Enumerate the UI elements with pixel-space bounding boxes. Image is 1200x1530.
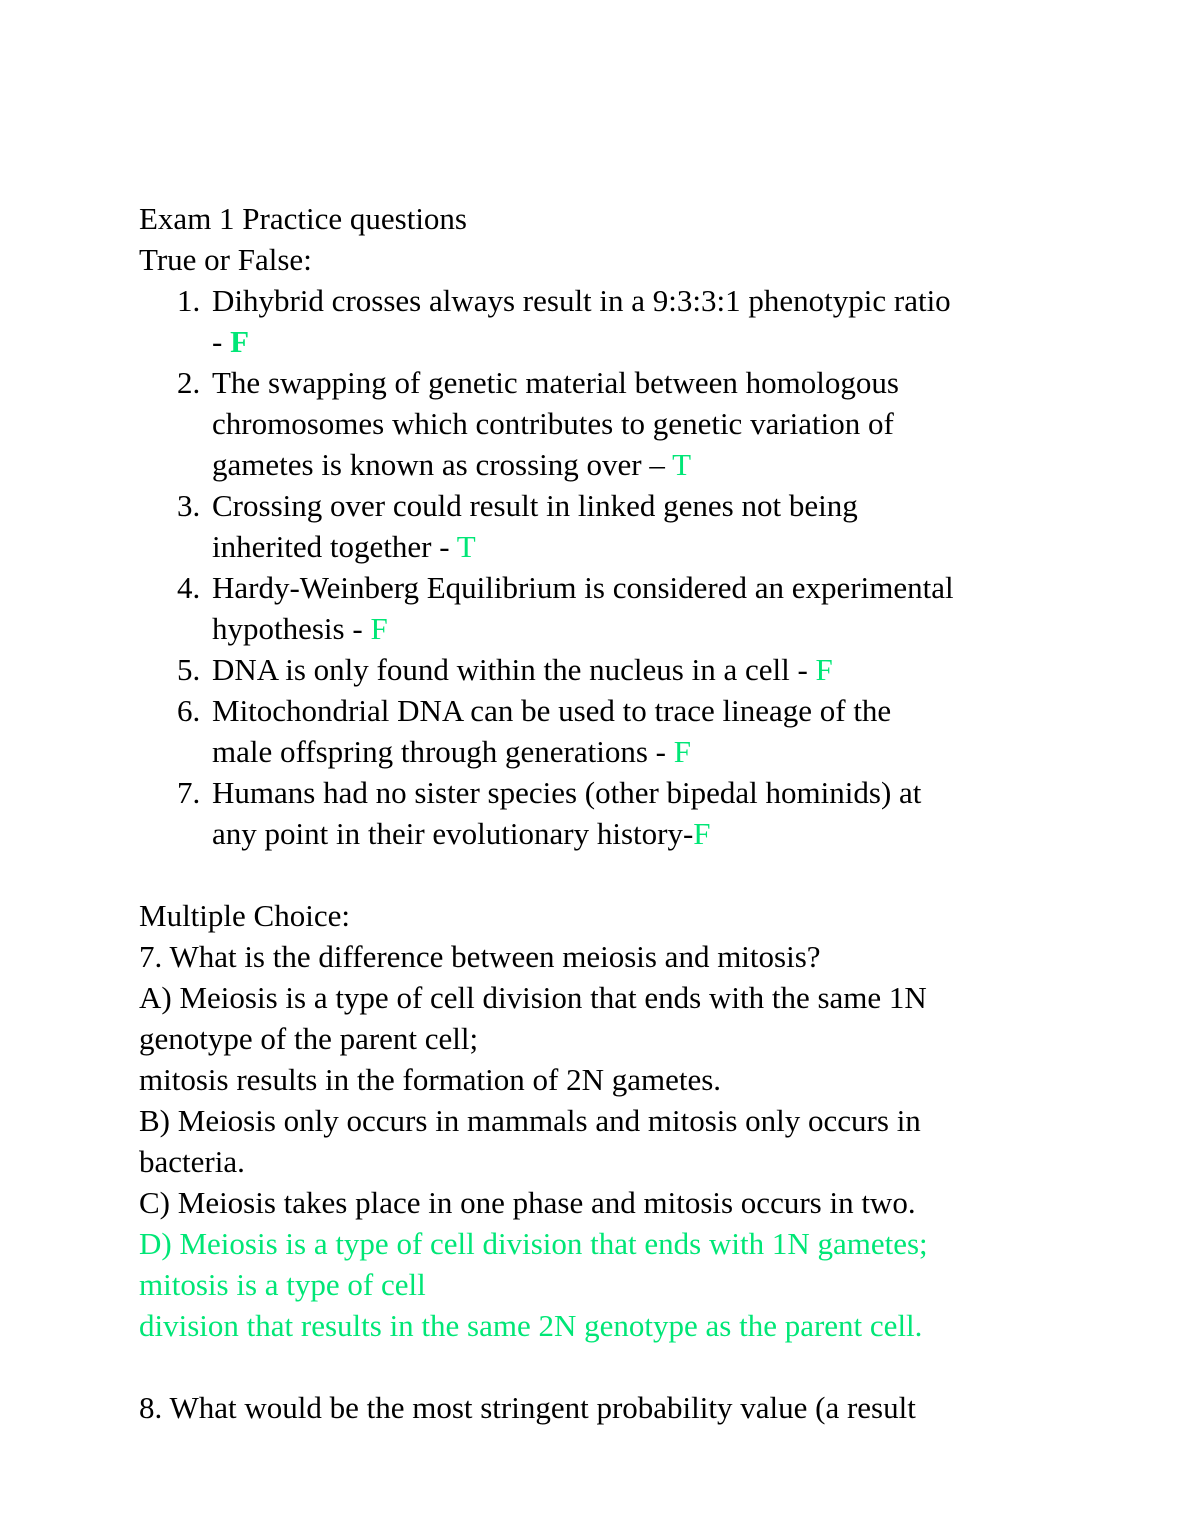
tf-item-number: 3. — [177, 488, 201, 523]
tf-answer: F — [693, 816, 711, 851]
option-text: C) Meiosis takes place in one phase and mitosis occurs in two. — [139, 1185, 916, 1220]
tf-answer: T — [672, 447, 691, 482]
spacer — [139, 1346, 1099, 1387]
spacer — [139, 854, 1099, 895]
tf-answer: F — [370, 611, 388, 646]
tf-item-text: gametes is known as crossing over – — [212, 447, 673, 482]
tf-item-number: 5. — [177, 652, 201, 687]
tf-item-text: DNA is only found within the nucleus in a cell - — [212, 652, 816, 687]
q7-question: 7. What is the difference between meiosis and mitosis? — [139, 939, 821, 974]
tf-item-text: chromosomes which contributes to genetic variation of — [212, 406, 894, 441]
option-text: mitosis is a type of cell — [139, 1267, 426, 1302]
q7-option-d-correct — [139, 1223, 1099, 1346]
tf-answer: T — [456, 529, 476, 564]
option-text: A) Meiosis is a type of cell division that ends with the same 1N — [139, 980, 927, 1015]
tf-answer: F — [673, 734, 691, 769]
tf-answer: F — [230, 324, 250, 359]
tf-item-5 — [139, 649, 1099, 690]
option-text: mitosis results in the formation of 2N gametes. — [139, 1062, 722, 1097]
tf-list — [139, 280, 1099, 854]
option-text: division that results in the same 2N genotype as the parent cell. — [139, 1308, 923, 1343]
tf-item-text: - — [212, 324, 231, 359]
tf-answer: F — [815, 652, 833, 687]
tf-item-text: Hardy-Weinberg Equilibrium is considered an experimental — [212, 570, 954, 605]
q7-option-c — [139, 1182, 1099, 1223]
document-title: Exam 1 Practice questions — [139, 201, 467, 236]
tf-item-6 — [139, 690, 1099, 772]
tf-item-text: The swapping of genetic material between homologous — [212, 365, 899, 400]
option-text: B) Meiosis only occurs in mammals and mitosis only occurs in — [139, 1103, 921, 1138]
q7-option-a — [139, 977, 1099, 1100]
tf-item-4 — [139, 567, 1099, 649]
tf-item-text: any point in their evolutionary history- — [212, 816, 694, 851]
tf-item-text: Dihybrid crosses always result in a 9:3:3:1 phenotypic ratio — [212, 283, 951, 318]
tf-heading: True or False: — [139, 242, 312, 277]
mc-heading: Multiple Choice: — [139, 898, 350, 933]
option-text: D) Meiosis is a type of cell division that ends with 1N gametes; — [139, 1226, 928, 1261]
tf-item-number: 1. — [177, 283, 201, 318]
tf-item-number: 2. — [177, 365, 201, 400]
tf-item-3 — [139, 485, 1099, 567]
tf-item-number: 7. — [177, 775, 201, 810]
tf-item-text: hypothesis - — [212, 611, 371, 646]
tf-item-text: Mitochondrial DNA can be used to trace lineage of the — [212, 693, 892, 728]
tf-item-text: inherited together - — [212, 529, 457, 564]
tf-item-7 — [139, 772, 1099, 854]
q8-question: 8. What would be the most stringent probability value (a result — [139, 1390, 916, 1425]
tf-item-text: Humans had no sister species (other bipedal hominids) at — [212, 775, 922, 810]
tf-item-1 — [139, 280, 1099, 362]
tf-item-number: 6. — [177, 693, 201, 728]
tf-item-text: Crossing over could result in linked genes not being — [212, 488, 858, 523]
option-text: bacteria. — [139, 1144, 245, 1179]
option-text: genotype of the parent cell; — [139, 1021, 479, 1056]
q7-option-b — [139, 1100, 1099, 1182]
tf-item-text: male offspring through generations - — [212, 734, 674, 769]
tf-item-2 — [139, 362, 1099, 485]
tf-item-number: 4. — [177, 570, 201, 605]
document-body — [139, 198, 1099, 1428]
